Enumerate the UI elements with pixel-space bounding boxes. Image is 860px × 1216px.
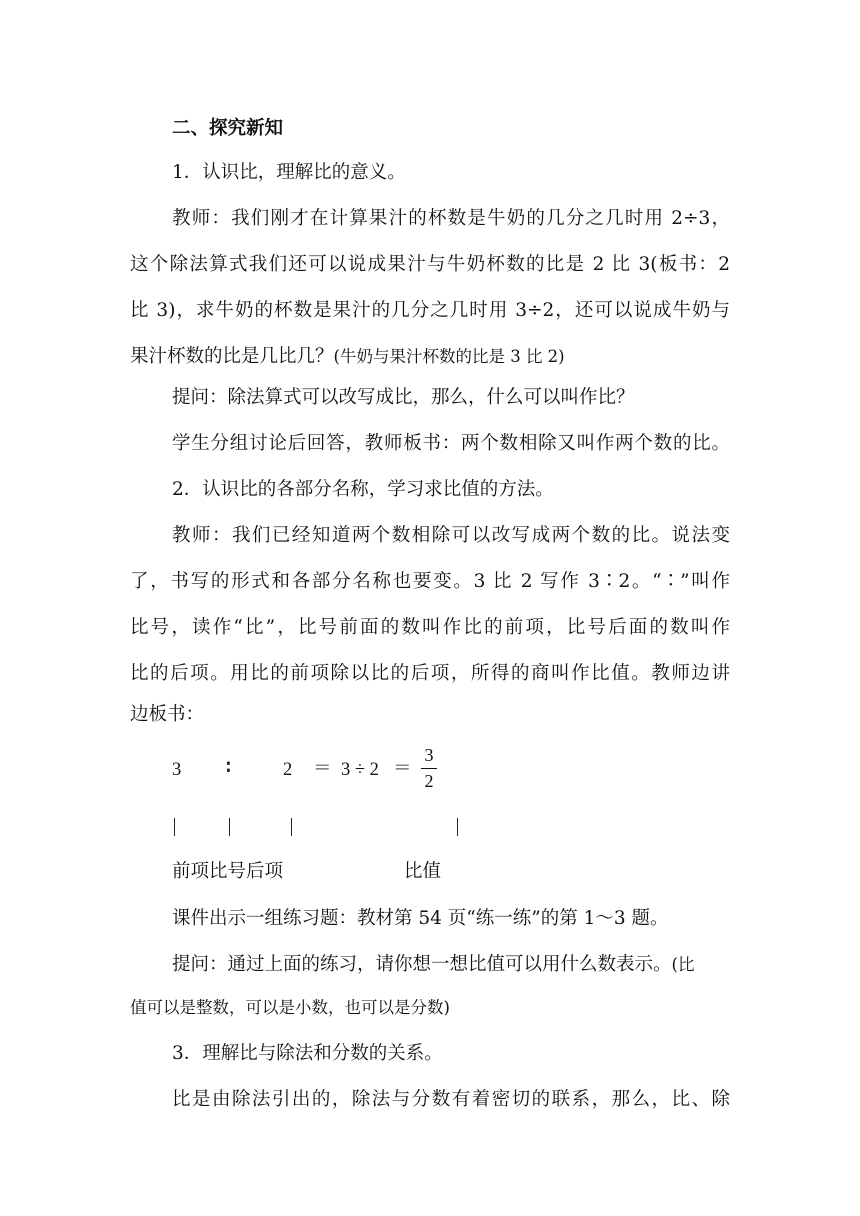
question2-line2: 值可以是整数，可以是小数，也可以是分数) <box>130 998 450 1017</box>
question2-line1 <box>172 953 694 977</box>
formula-fraction <box>419 745 439 793</box>
item1-heading: 1．认识比，理解比的意义。 <box>172 162 406 183</box>
item2-heading: 2．认识比的各部分名称，学习求比值的方法。 <box>172 479 554 500</box>
para2-line2: 了，书写的形式和各部分名称也要变。3 比 2 写作 3∶2。“∶”叫作 <box>130 571 730 592</box>
exercise-note: 课件出示一组练习题：教材第 54 页“练一练”的第 1～3 题。 <box>172 908 669 929</box>
para1-line4 <box>130 345 565 369</box>
formula-equals-1: ＝ <box>313 759 332 779</box>
label-ratio-value: 比值 <box>404 861 442 882</box>
para2-line1: 教师：我们已经知道两个数相除可以改写成两个数的比。说法变 <box>172 525 730 546</box>
tick-value <box>457 818 458 836</box>
formula-equals-2: ＝ <box>393 759 412 779</box>
label-front-term: 前项 <box>172 861 210 882</box>
formula-division: 3 ÷ 2 <box>341 760 379 780</box>
para1-line3: 比 3)，求牛奶的杯数是果汁的几分之几时用 3÷2，还可以说成牛奶与 <box>130 300 730 321</box>
fraction-denominator: 2 <box>424 771 434 791</box>
para1-line4-note: (牛奶与果汁杯数的比是 3 比 2) <box>333 347 565 366</box>
fraction-numerator: 3 <box>424 745 434 765</box>
section-title: 二、探究新知 <box>172 118 284 139</box>
label-back-term: 后项 <box>246 861 284 882</box>
para1-line4-text: 果汁杯数的比是几比几？ <box>130 346 334 367</box>
labels-row <box>172 860 283 884</box>
formula-colon: ∶ <box>226 758 231 778</box>
para3-line1: 比是由除法引出的，除法与分数有着密切的联系，那么，比、除 <box>172 1089 730 1110</box>
para2-line4: 比的后项。用比的前项除以比的后项，所得的商叫作比值。教师边讲 <box>130 663 730 684</box>
para1-line1: 教师：我们刚才在计算果汁的杯数是牛奶的几分之几时用 2÷3， <box>172 208 730 229</box>
tick-sign <box>229 818 230 836</box>
formula-back-term: 2 <box>283 760 293 780</box>
question2-text: 提问：通过上面的练习，请你想一想比值可以用什么数表示。 <box>172 954 672 975</box>
fraction-bar <box>421 768 437 769</box>
para2-line3: 比号，读作“比”，比号前面的数叫作比的前项，比号后面的数叫作 <box>130 617 730 638</box>
formula-front-term: 3 <box>172 760 182 780</box>
discussion: 学生分组讨论后回答，教师板书：两个数相除又叫作两个数的比。 <box>172 433 730 454</box>
label-ratio-sign: 比号 <box>209 861 247 882</box>
tick-back <box>291 818 292 836</box>
para2-line5: 边板书： <box>130 704 205 725</box>
question1: 提问：除法算式可以改写成比，那么，什么可以叫作比？ <box>172 387 635 408</box>
question2-note-start: (比 <box>671 955 695 974</box>
para1-line2: 这个除法算式我们还可以说成果汁与牛奶杯数的比是 2 比 3(板书：2 <box>130 254 730 275</box>
item3-heading: 3．理解比与除法和分数的关系。 <box>172 1043 443 1064</box>
tick-front <box>174 818 175 836</box>
